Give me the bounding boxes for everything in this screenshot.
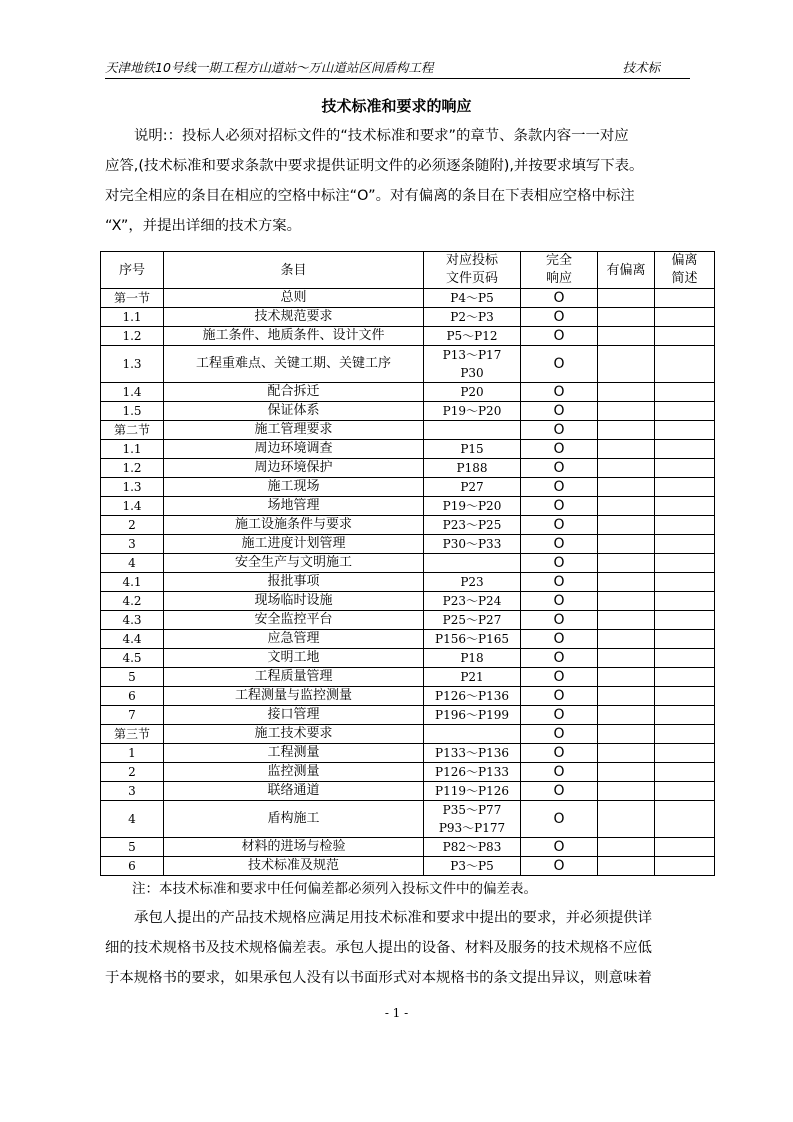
page-number: - 1 - (384, 1006, 409, 1020)
intro-line: “X”，并提出详细的技术方案。 (105, 218, 302, 234)
table-row (101, 687, 715, 706)
table-row (101, 668, 715, 687)
cell-deviation (598, 554, 655, 573)
cell-full-response: O (521, 516, 598, 535)
cell-page: P82～P83 (424, 838, 521, 857)
table-row (101, 440, 715, 459)
cell-page: P27 (424, 478, 521, 497)
table-row (101, 516, 715, 535)
cell-full-response: O (521, 573, 598, 592)
table-row (101, 535, 715, 554)
cell-deviation (598, 857, 655, 876)
cell-deviation-brief (655, 668, 715, 687)
cell-full-response: O (521, 402, 598, 421)
cell-item: 盾构施工 (164, 801, 424, 838)
cell-item: 周边环境保护 (164, 459, 424, 478)
table-row (101, 706, 715, 725)
cell-no: 1.3 (101, 346, 164, 383)
cell-no: 第三节 (101, 725, 164, 744)
cell-no: 5 (101, 668, 164, 687)
header-section-label: 技术标 (622, 60, 660, 75)
cell-no: 1.4 (101, 383, 164, 402)
cell-deviation-brief (655, 402, 715, 421)
cell-page: P19～P20 (424, 402, 521, 421)
cell-deviation-brief (655, 573, 715, 592)
table-row (101, 554, 715, 573)
cell-full-response: O (521, 289, 598, 308)
cell-page: P20 (424, 383, 521, 402)
cell-page: P23 (424, 573, 521, 592)
header-brief-line1: 偏离 (671, 253, 698, 268)
cell-no: 1.4 (101, 497, 164, 516)
cell-item: 场地管理 (164, 497, 424, 516)
table-row (101, 402, 715, 421)
header-page-line2: 文件页码 (445, 271, 498, 286)
cell-page-line2: P30 (460, 366, 484, 380)
cell-deviation (598, 706, 655, 725)
cell-full-response: O (521, 649, 598, 668)
header-page-line1: 对应投标 (445, 253, 498, 268)
cell-item: 工程重难点、关键工期、关键工序 (164, 346, 424, 383)
cell-deviation (598, 497, 655, 516)
cell-item: 工程质量管理 (164, 668, 424, 687)
document-title: 技术标准和要求的响应 (321, 97, 472, 115)
cell-deviation (598, 478, 655, 497)
cell-no: 第二节 (101, 421, 164, 440)
header-no: 序号 (101, 252, 164, 289)
intro-paragraph (105, 121, 711, 241)
cell-deviation-brief (655, 801, 715, 838)
cell-no: 3 (101, 535, 164, 554)
cell-page: P15 (424, 440, 521, 459)
cell-no: 1.2 (101, 327, 164, 346)
cell-deviation (598, 346, 655, 383)
cell-item: 安全监控平台 (164, 611, 424, 630)
cell-deviation (598, 630, 655, 649)
cell-page: P18 (424, 649, 521, 668)
cell-no: 1 (101, 744, 164, 763)
cell-full-response: O (521, 346, 598, 383)
cell-deviation-brief (655, 346, 715, 383)
cell-deviation (598, 516, 655, 535)
cell-no: 4.3 (101, 611, 164, 630)
cell-page: P196～P199 (424, 706, 521, 725)
cell-item: 施工条件、地质条件、设计文件 (164, 327, 424, 346)
cell-deviation-brief (655, 459, 715, 478)
cell-deviation-brief (655, 744, 715, 763)
header-item: 条目 (164, 252, 424, 289)
cell-deviation-brief (655, 838, 715, 857)
cell-deviation-brief (655, 687, 715, 706)
cell-full-response: O (521, 535, 598, 554)
cell-deviation-brief (655, 630, 715, 649)
cell-page: P2～P3 (424, 308, 521, 327)
table-row (101, 838, 715, 857)
cell-deviation-brief (655, 421, 715, 440)
cell-no: 5 (101, 838, 164, 857)
cell-full-response: O (521, 630, 598, 649)
cell-deviation (598, 801, 655, 838)
cell-item: 周边环境调查 (164, 440, 424, 459)
cell-deviation (598, 289, 655, 308)
cell-deviation (598, 440, 655, 459)
table-row (101, 308, 715, 327)
body-line: 于本规格书的要求，如果承包人没有以书面形式对本规格书的条文提出异议，则意味着 (105, 970, 652, 986)
cell-page: P19～P20 (424, 497, 521, 516)
cell-deviation (598, 782, 655, 801)
table-row (101, 611, 715, 630)
cell-deviation-brief (655, 592, 715, 611)
cell-no: 4 (101, 554, 164, 573)
cell-page: P30～P33 (424, 535, 521, 554)
cell-full-response: O (521, 744, 598, 763)
cell-page: P4～P5 (424, 289, 521, 308)
header-brief-line2: 简述 (671, 271, 698, 286)
cell-deviation-brief (655, 289, 715, 308)
cell-page: P3～P5 (424, 857, 521, 876)
cell-no: 4.5 (101, 649, 164, 668)
cell-deviation-brief (655, 308, 715, 327)
cell-no: 1.5 (101, 402, 164, 421)
cell-page: P5～P12 (424, 327, 521, 346)
cell-page-line2: P93～P177 (438, 821, 506, 835)
cell-deviation (598, 308, 655, 327)
cell-item: 材料的进场与检验 (164, 838, 424, 857)
table-row (101, 592, 715, 611)
cell-deviation (598, 383, 655, 402)
table-row (101, 782, 715, 801)
cell-item: 配合拆迁 (164, 383, 424, 402)
cell-page: P126～P136 (424, 687, 521, 706)
table-header-row (101, 252, 715, 289)
cell-page: P119～P126 (424, 782, 521, 801)
cell-item: 应急管理 (164, 630, 424, 649)
cell-deviation (598, 327, 655, 346)
cell-no: 1.2 (101, 459, 164, 478)
cell-full-response: O (521, 706, 598, 725)
cell-deviation-brief (655, 497, 715, 516)
cell-item: 联络通道 (164, 782, 424, 801)
table-row (101, 497, 715, 516)
cell-full-response: O (521, 838, 598, 857)
cell-page: P23～P25 (424, 516, 521, 535)
table-row (101, 801, 715, 838)
cell-deviation-brief (655, 478, 715, 497)
cell-deviation (598, 535, 655, 554)
cell-deviation (598, 725, 655, 744)
cell-page: P126～P133 (424, 763, 521, 782)
cell-deviation (598, 649, 655, 668)
cell-page (424, 554, 521, 573)
cell-item: 总则 (164, 289, 424, 308)
cell-deviation (598, 592, 655, 611)
table-row (101, 573, 715, 592)
table-note: 注：本技术标准和要求中任何偏差都必须列入投标文件中的偏差表。 (132, 881, 537, 897)
cell-page: P133～P136 (424, 744, 521, 763)
header-full-response (521, 252, 598, 289)
cell-item: 施工设施条件与要求 (164, 516, 424, 535)
page-header (105, 56, 690, 79)
cell-deviation (598, 838, 655, 857)
cell-deviation (598, 421, 655, 440)
cell-page: P188 (424, 459, 521, 478)
cell-item: 施工技术要求 (164, 725, 424, 744)
cell-no: 1.1 (101, 440, 164, 459)
cell-deviation-brief (655, 383, 715, 402)
cell-page: P25～P27 (424, 611, 521, 630)
cell-deviation-brief (655, 535, 715, 554)
cell-page (424, 801, 521, 838)
cell-item: 技术标准及规范 (164, 857, 424, 876)
cell-full-response: O (521, 782, 598, 801)
cell-deviation (598, 744, 655, 763)
cell-item: 安全生产与文明施工 (164, 554, 424, 573)
intro-line: 应答,(技术标准和要求条款中要求提供证明文件的必须逐条随附),并按要求填写下表。 (105, 158, 644, 174)
cell-deviation-brief (655, 440, 715, 459)
cell-no: 4.2 (101, 592, 164, 611)
table-row (101, 421, 715, 440)
cell-full-response: O (521, 801, 598, 838)
cell-deviation (598, 763, 655, 782)
cell-deviation-brief (655, 782, 715, 801)
cell-full-response: O (521, 668, 598, 687)
cell-item: 施工现场 (164, 478, 424, 497)
body-line: 细的技术规格书及技术规格偏差表。承包人提出的设备、材料及服务的技术规格不应低 (105, 940, 652, 956)
cell-deviation (598, 402, 655, 421)
cell-page: P21 (424, 668, 521, 687)
cell-deviation-brief (655, 725, 715, 744)
cell-page: P23～P24 (424, 592, 521, 611)
cell-deviation-brief (655, 516, 715, 535)
cell-full-response: O (521, 383, 598, 402)
cell-page (424, 346, 521, 383)
cell-full-response: O (521, 687, 598, 706)
cell-full-response: O (521, 763, 598, 782)
cell-item: 施工进度计划管理 (164, 535, 424, 554)
table-row (101, 649, 715, 668)
cell-full-response: O (521, 440, 598, 459)
cell-deviation-brief (655, 706, 715, 725)
cell-no: 4.1 (101, 573, 164, 592)
header-full-line1: 完全 (545, 253, 572, 268)
cell-full-response: O (521, 308, 598, 327)
cell-deviation-brief (655, 611, 715, 630)
cell-no: 3 (101, 782, 164, 801)
table-row (101, 327, 715, 346)
cell-full-response: O (521, 421, 598, 440)
table-row (101, 630, 715, 649)
table-row (101, 478, 715, 497)
body-line: 承包人提出的产品技术规格应满足用技术标准和要求中提出的要求，并必须提供详 (134, 910, 653, 926)
cell-no: 6 (101, 687, 164, 706)
cell-page (424, 421, 521, 440)
cell-deviation (598, 668, 655, 687)
response-table (100, 251, 715, 876)
cell-deviation-brief (655, 554, 715, 573)
cell-page (424, 725, 521, 744)
cell-deviation (598, 573, 655, 592)
table-row (101, 383, 715, 402)
table-row (101, 459, 715, 478)
table-row (101, 346, 715, 383)
cell-page-line1: P13～P17 (442, 348, 502, 362)
cell-full-response: O (521, 459, 598, 478)
cell-deviation (598, 611, 655, 630)
cell-full-response: O (521, 554, 598, 573)
cell-deviation-brief (655, 763, 715, 782)
cell-item: 接口管理 (164, 706, 424, 725)
table-row (101, 289, 715, 308)
cell-item: 技术规范要求 (164, 308, 424, 327)
cell-full-response: O (521, 478, 598, 497)
header-full-line2: 响应 (545, 271, 572, 286)
header-deviation-brief (655, 252, 715, 289)
cell-no: 4 (101, 801, 164, 838)
cell-deviation-brief (655, 857, 715, 876)
cell-deviation (598, 459, 655, 478)
header-deviation: 有偏离 (598, 252, 655, 289)
cell-no: 7 (101, 706, 164, 725)
cell-item: 监控测量 (164, 763, 424, 782)
cell-item: 现场临时设施 (164, 592, 424, 611)
cell-full-response: O (521, 592, 598, 611)
cell-deviation-brief (655, 649, 715, 668)
table-row (101, 763, 715, 782)
cell-full-response: O (521, 611, 598, 630)
cell-deviation (598, 687, 655, 706)
cell-full-response: O (521, 725, 598, 744)
cell-item: 保证体系 (164, 402, 424, 421)
cell-page: P156～P165 (424, 630, 521, 649)
body-paragraph (105, 903, 711, 993)
intro-line: 说明:：投标人必须对招标文件的“技术标准和要求”的章节、条款内容一一对应 (134, 128, 629, 144)
cell-item: 施工管理要求 (164, 421, 424, 440)
cell-full-response: O (521, 857, 598, 876)
table-row (101, 857, 715, 876)
cell-item: 工程测量 (164, 744, 424, 763)
cell-deviation-brief (655, 327, 715, 346)
cell-no: 1.3 (101, 478, 164, 497)
header-project-title: 天津地铁10号线一期工程方山道站～万山道站区间盾构工程 (105, 60, 434, 75)
cell-no: 第一节 (101, 289, 164, 308)
intro-line: 对完全相应的条目在相应的空格中标注“O”。对有偏离的条目在下表相应空格中标注 (105, 188, 635, 204)
cell-item: 工程测量与监控测量 (164, 687, 424, 706)
cell-full-response: O (521, 497, 598, 516)
cell-no: 1.1 (101, 308, 164, 327)
cell-item: 文明工地 (164, 649, 424, 668)
cell-no: 4.4 (101, 630, 164, 649)
cell-page-line1: P35～P77 (442, 803, 502, 817)
table-row (101, 725, 715, 744)
cell-item: 报批事项 (164, 573, 424, 592)
table-row (101, 744, 715, 763)
header-page (424, 252, 521, 289)
cell-no: 6 (101, 857, 164, 876)
cell-full-response: O (521, 327, 598, 346)
cell-no: 2 (101, 516, 164, 535)
cell-no: 2 (101, 763, 164, 782)
